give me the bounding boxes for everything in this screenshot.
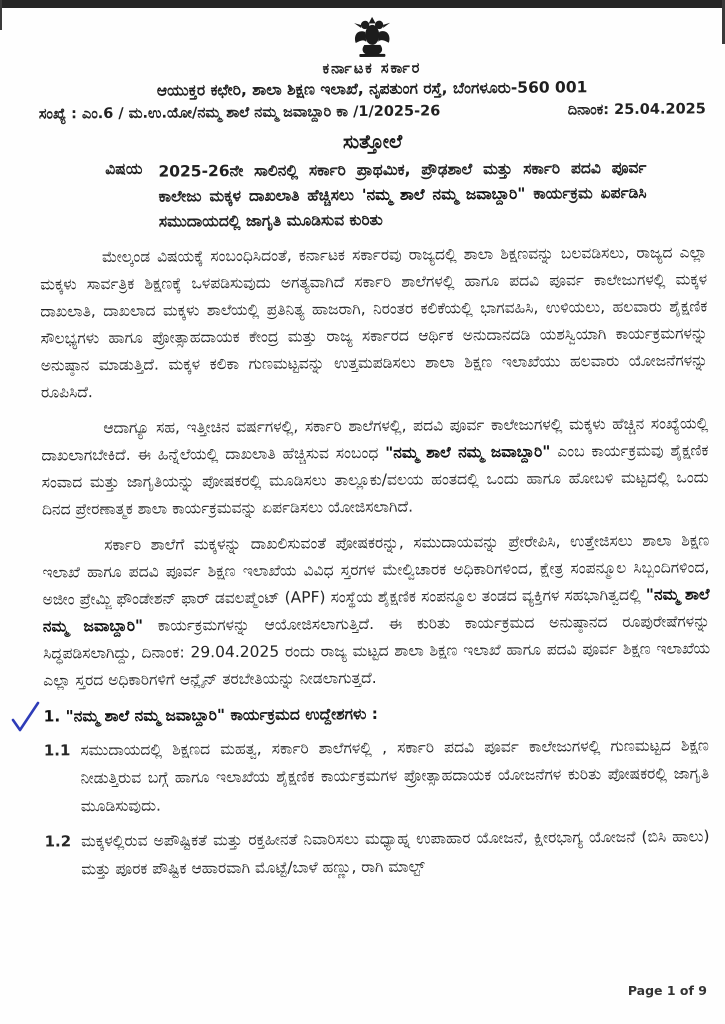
section-1-heading: 1. "ನಮ್ಮ ಶಾಲೆ ನಮ್ಮ ಜವಾಬ್ದಾರಿ" ಕಾರ್ಯಕ್ರಮದ ಉದ್ದೇಶಗಳು : xyxy=(43,704,379,726)
circular-title: ಸುತ್ತೋಲೆ xyxy=(342,130,403,154)
subject-label: ವಿಷಯ xyxy=(105,159,143,179)
blue-tick-annotation-icon xyxy=(9,697,41,739)
list-item-number: 1.2 xyxy=(44,832,72,851)
subject-text: 2025-26ನೇ ಸಾಲಿನಲ್ಲಿ ಸರ್ಕಾರಿ ಪ್ರಾಥಮಿಕ, ಪ್ರೌಢಶಾಲೆ ಮತ್ತು ಸರ್ಕಾರಿ ಪದವಿ ಪೂರ್ವ ಕಾಲೇಜು ಮಕ್ಕಳ ದಾಖಲಾತಿ ಹೆಚ್ಚಿಸಲು 'ನಮ್ಮ ಶಾಲೆ ನಮ್ಮ ಜವಾಬ್ದಾರಿ" ಕಾರ್ಯಕ್ರಮ ಏರ್ಪಡಿಸಿ ಸಮುದಾಯದಲ್ಲಿ ಜಾಗೃತಿ ಮೂಡಿಸುವ ಕುರಿತು xyxy=(158,158,647,231)
karnataka-emblem-icon xyxy=(38,13,705,60)
document-date: ದಿನಾಂಕ: 25.04.2025 xyxy=(567,101,706,119)
list-item-number: 1.1 xyxy=(43,741,71,760)
document-body xyxy=(0,5,725,884)
subject-block xyxy=(105,155,707,235)
office-address-line: ಆಯುಕ್ತರ ಕಛೇರಿ, ಶಾಲಾ ಶಿಕ್ಷಣ ಇಲಾಖೆ, ನೃಪತುಂಗ ರಸ್ತೆ, ಬೆಂಗಳೂರು-560 001 xyxy=(156,78,588,100)
reference-line xyxy=(39,101,706,122)
list-item-text: ಮಕ್ಕಳಲ್ಲಿರುವ ಅಪೌಷ್ಟಿಕತೆ ಮತ್ತು ರಕ್ತಹೀನತೆ ನಿವಾರಿಸಲು ಮಧ್ಯಾಹ್ನ ಉಪಾಹಾರ ಯೋಜನೆ, ಕ್ಷೀರಭಾಗ್ಯ ಯೋಜನೆ (ಬಿಸಿ ಹಾಲು) ಮತ್ತು ಪೂರಕ ಪೌಷ್ಟಿಕ ಆಹಾರವಾಗಿ ಮೊಟ್ಟೆ/ಬಾಳೆ ಹಣ್ಣು, ರಾಗಿ ಮಾಲ್ಟ್ xyxy=(81,827,710,879)
page-number: Page 1 of 9 xyxy=(627,983,707,998)
list-item-text: ಸಮುದಾಯದಲ್ಲಿ ಶಿಕ್ಷಣದ ಮಹತ್ವ, ಸರ್ಕಾರಿ ಶಾಲೆಗಳಲ್ಲಿ , ಸರ್ಕಾರಿ ಪದವಿ ಪೂರ್ವ ಕಾಲೇಜುಗಳಲ್ಲಿ ಗುಣಮಟ್ಟದ ಶಿಕ್ಷಣ ನೀಡುತ್ತಿರುವ ಬಗ್ಗೆ ಹಾಗೂ ಇಲಾಖೆಯ ಶೈಕ್ಷಣಿಕ ಕಾರ್ಯಕ್ರಮಗಳ ಪ್ರೋತ್ಸಾಹದಾಯಕ ಯೋಜನೆಗಳ ಕುರಿತು ಪೋಷಕರಲ್ಲಿ ಜಾಗೃತಿ ಮೂಡಿಸುವುದು. xyxy=(80,736,710,816)
paragraph-1: ಮೇಲ್ಕಂಡ ವಿಷಯಕ್ಕೆ ಸಂಬಂಧಿಸಿದಂತೆ, ಕರ್ನಾಟಕ ಸರ್ಕಾರವು ರಾಜ್ಯದಲ್ಲಿ ಶಾಲಾ ಶಿಕ್ಷಣವನ್ನು ಬಲವಡಿಸಲು, ರಾಜ್ಯದ ಎಲ್ಲಾ ಮಕ್ಕಳು ಸಾರ್ವತ್ರಿಕ ಶಿಕ್ಷಣಕ್ಕೆ ಒಳಪಡಿಸುವುದು ಅಗತ್ಯವಾಗಿದೆ ಸರ್ಕಾರಿ ಶಾಲೆಗಳಲ್ಲಿ ಹಾಗೂ ಪದವಿ ಪೂರ್ವ ಕಾಲೇಜುಗಳಲ್ಲಿ ಮಕ್ಕಳ ದಾಖಲಾತಿ, ದಾಖಲಾದ ಮಕ್ಕಳು ಶಾಲೆಯಲ್ಲಿ ಪ್ರತಿನಿತ್ಯ ಹಾಜರಾಗಿ, ನಿರಂತರ ಕಲಿಕೆಯಲ್ಲಿ ಭಾಗವಹಿಸಿ, ಉಳಿಯಲು, ಹಲವಾರು ಶೈಕ್ಷಣಿಕ ಸೌಲಭ್ಯಗಳು ಹಾಗೂ ಪ್ರೋತ್ಸಾಹದಾಯಕ ಕೇಂದ್ರ ಮತ್ತು ರಾಜ್ಯ ಸರ್ಕಾರದ ಆರ್ಥಿಕ ಅನುದಾನದಡಿ ಯಶಸ್ವಿಯಾಗಿ ಕಾರ್ಯಕ್ರಮಗಳನ್ನು ಅನುಷ್ಠಾನ ಮಾಡುತ್ತಿದೆ. ಮಕ್ಕಳ ಕಲಿಕಾ ಗುಣಮಟ್ಟವನ್ನು ಉತ್ತಮಪಡಿಸಲು ಶಾಲಾ ಶಿಕ್ಷಣ ಇಲಾಖೆಯು ಹಲವಾರು ಯೋಜನೆಗಳನ್ನು ರೂಪಿಸಿದೆ. xyxy=(40,243,708,402)
paragraph-2: ಆದಾಗ್ಯೂ ಸಹ, ಇತ್ತೀಚಿನ ವರ್ಷಗಳಲ್ಲಿ, ಸರ್ಕಾರಿ ಶಾಲೆಗಳಲ್ಲಿ, ಪದವಿ ಪೂರ್ವ ಕಾಲೇಜುಗಳಲ್ಲಿ ಮಕ್ಕಳು ಹೆಚ್ಚಿನ ಸಂಖ್ಯೆಯಲ್ಲಿ ದಾಖಲಾಗಬೇಕಿದೆ. ಈ ಹಿನ್ನೆಲೆಯಲ್ಲಿ ದಾಖಲಾತಿ ಹೆಚ್ಚಿಸುವ ಸಂಬಂಧ "ನಮ್ಮ ಶಾಲೆ ನಮ್ಮ ಜವಾಬ್ದಾರಿ" ಎಂಬ ಕಾರ್ಯಕ್ರಮವು ಶೈಕ್ಷಣಿಕ ಸಂವಾದ ಮತ್ತು ಜಾಗೃತಿಯನ್ನು ಪೋಷಕರಲ್ಲಿ ಮೂಡಿಸಲು ತಾಲ್ಲೂಕು/ವಲಯ ಹಂತದಲ್ಲಿ ಒಂದು ಹಾಗೂ ಹೋಬಳಿ ಮಟ್ಟದಲ್ಲಿ ಒಂದು ದಿನದ ಪ್ರೇರಣಾತ್ಮಕ ಶಾಲಾ ಕಾರ್ಯಕ್ರಮವನ್ನು ಏರ್ಪಡಿಸಲು ಯೋಜಿಸಲಾಗಿದೆ. xyxy=(41,414,709,519)
reference-number: ಸಂಖ್ಯೆ : ಎಂ.6 / ಮ.ಉ.ಯೋ/ನಮ್ಮ ಶಾಲೆ ನಮ್ಮ ಜವಾಬ್ದಾರಿ ಕಾ /1/2025-26 xyxy=(38,103,441,123)
government-title: ಕರ್ನಾಟಕ ಸರ್ಕಾರ xyxy=(322,60,422,78)
list-item-1-2 xyxy=(44,822,711,883)
paragraph-3: ಸರ್ಕಾರಿ ಶಾಲೆಗೆ ಮಕ್ಕಳನ್ನು ದಾಖಲಿಸುವಂತೆ ಪೋಷಕರನ್ನು, ಸಮುದಾಯವನ್ನು ಪ್ರೇರೇಪಿಸಿ, ಉತ್ತೇಜಿಸಲು ಶಾಲಾ ಶಿಕ್ಷಣ ಇಲಾಖೆ ಹಾಗೂ ಪದವಿ ಪೂರ್ವ ಶಿಕ್ಷಣ ಇಲಾಖೆಯ ವಿವಿಧ ಸ್ತರಗಳ ಮೇಲ್ವಿಚಾರಕ ಅಧಿಕಾರಿಗಳಿಂದ, ಕ್ಷೇತ್ರ ಸಂಪನ್ಮೂಲ ಸಿಬ್ಬಂದಿಗಳಿಂದ, ಅಜೀಂ ಪ್ರೇಮ್ಜಿ ಫೌಂಡೇಶನ್ ಫಾರ್ ಡವಲಪ್ಮೆಂಟ್ (APF) ಸಂಸ್ಥೆಯ ಶೈಕ್ಷಣಿಕ ಸಂಪನ್ಮೂಲ ತಂಡದ ವ್ಯಕ್ತಿಗಳ ಸಹಭಾಗಿತ್ವದಲ್ಲಿ "ನಮ್ಮ ಶಾಲೆ ನಮ್ಮ ಜವಾಬ್ದಾರಿ" ಕಾರ್ಯಕ್ರಮಗಳನ್ನು ಆಯೋಜಿಸಲಾಗುತ್ತಿದೆ. ಈ ಕುರಿತು ಕಾರ್ಯಕ್ರಮದ ಅನುಷ್ಠಾನದ ರೂಪುರೇಷೆಗಳನ್ನು ಸಿದ್ಧಪಡಿಸಲಾಗಿದ್ದು, ದಿನಾಂಕ: 29.04.2025 ರಂದು ರಾಜ್ಯ ಮಟ್ಟದ ಶಾಲಾ ಶಿಕ್ಷಣ ಇಲಾಖೆ ಹಾಗೂ ಪದವಿ ಪೂರ್ವ ಶಿಕ್ಷಣ ಇಲಾಖೆಯ ಎಲ್ಲಾ ಸ್ತರದ ಅಧಿಕಾರಿಗಳಿಗೆ ಆನ್ಲೈನ್ ತರಬೇತಿಯನ್ನು ನೀಡಲಾಗುತ್ತದೆ. xyxy=(42,531,711,690)
list-item-1-1 xyxy=(44,731,712,820)
